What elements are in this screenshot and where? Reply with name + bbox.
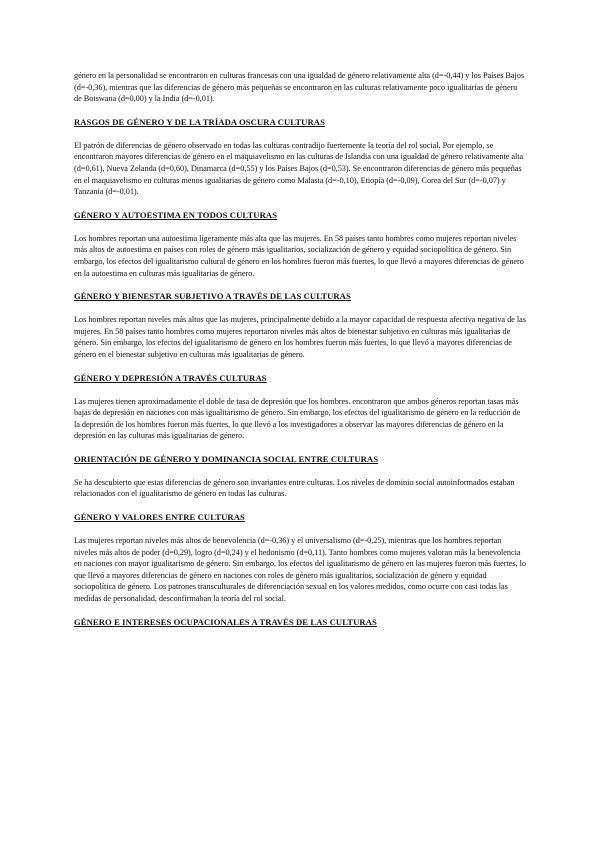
section-paragraph-wellbeing: Los hombres reportan niveles más altos que las mujeres, principalmente debido a la mayor capacidad de respuesta afectiva negativa de las mujeres. En 58 países tanto hombres como mujeres reportaron niveles más altos de bienestar subjetivo en culturas más igualitarias de género. Sin embargo, los efectos del igualitarismo de género en los hombres fueron más fuertes, lo que llevó a mayores diferencias de género en el bienestar subjetivo en culturas más igualitarias de género. bbox=[74, 315, 526, 359]
section-heading-occupational-interests: GÉNERO E INTERESES OCUPACIONALES A TRAVÉS DE LAS CULTURAS bbox=[74, 616, 377, 627]
section-paragraph-social-dominance: Se ha descubierto que estas diferencias de género son invariantes entre culturas. Los niveles de dominio social autoinformados estaban relacionados con el igualitarismo de género en todas las culturas. bbox=[74, 477, 515, 499]
section-heading-social-dominance: ORIENTACIÓN DE GÉNERO Y DOMINANCIA SOCIAL ENTRE CULTURAS bbox=[74, 453, 379, 464]
document-page bbox=[74, 70, 526, 628]
section-paragraph-self-esteem: Los hombres reportan una autoestima ligeramente más alta que las mujeres. En 58 países tanto hombres como mujeres reportan niveles más altos de autoestima en países con roles de género más igualitarios, socialización de género y equidad sociopolítica de género. Sin embargo, los efectos del igualitarismo cultural de género en los hombres fueron más fuertes, lo que llevó a mayores diferencias de género en la autoestima en culturas más igualitarias de género. bbox=[74, 233, 524, 278]
section-paragraph-values: Las mujeres reportan niveles más altos de benevolencia (d=-0,36) y el universalismo (d=-0,25), mientras que los hombres reportan niveles más altos de poder (d=0,29), logro (d=0,24) y el hedonismo (d=0,11). Tanto hombres como mujeres valoran más la benevolencia en naciones con mayor igualitarismo de género. Sin embargo, los efectos del igualitarismo de género en las mujeres fueron más fuertes, lo que llevó a mayores diferencias de género en naciones con roles de género más igualitarios, socialización de género y equidad sociopolítica de género. Los patrones transculturales de diferenciación sexual en los valores medidos, como ocurre con casi todas las medidas de personalidad, desconfirmaban la teoría del rol social. bbox=[74, 536, 526, 604]
section-heading-dark-triad: RASGOS DE GÉNERO Y DE LA TRÍADA OSCURA CULTURAS bbox=[74, 116, 325, 127]
section-heading-depression: GÉNERO Y DEPRESIÓN A TRAVÉS CULTURAS bbox=[74, 372, 267, 383]
section-heading-wellbeing: GÉNERO Y BIENESTAR SUBJETIVO A TRAVÉS DE LAS CULTURAS bbox=[74, 291, 351, 302]
section-paragraph-dark-triad: El patrón de diferencias de género observado en todas las culturas contradijo fuertemente la teoría del rol social. Por ejemplo, se encontraron mayores diferencias de género en el maquiavelismo en las culturas de Islandia con una igualdad de género relativamente alta (d=0,61), Nueva Zelanda (d=0,60), Dinamarca (d=0,55) y los Países Bajos (d=0,53). Se encontraron diferencias de género más pequeñas en el maquiavelismo en culturas menos igualitarias de género como Malasia (d=-0,10), Etiopía (d=-0,09), Corea del Sur (d=-0,07) y Tanzania (d=-0,01). bbox=[74, 140, 524, 197]
intro-paragraph: género en la personalidad se encontraron en culturas francesas con una igualdad de género relativamente alta (d=-0,44) y los Países Bajos (d=-0,36), mientras que las diferencias de género más pequeñas se encontraron en las culturas relativamente poco igualitarias de género de Botswana (d=0,00) y la India (d=-0,01). bbox=[74, 71, 525, 104]
section-paragraph-depression: Las mujeres tienen aproximadamente el doble de tasa de depresión que los hombres. encontraron que ambos géneros reportan tasas más bajas de depresión en naciones con más igualitarismo de género. Sin embargo, los efectos del igualitarismo de género en la reducción de la depresión de los hombres fueron más fuertes, lo que llevó a los investigadores a observar las mayores diferencias de género en la depresión en las culturas más igualitarias de género. bbox=[74, 396, 521, 441]
section-heading-self-esteem: GÉNERO Y AUTOESTIMA EN TODOS CULTURAS bbox=[74, 209, 278, 220]
section-heading-values: GÉNERO Y VALORES ENTRE CULTURAS bbox=[74, 512, 245, 523]
